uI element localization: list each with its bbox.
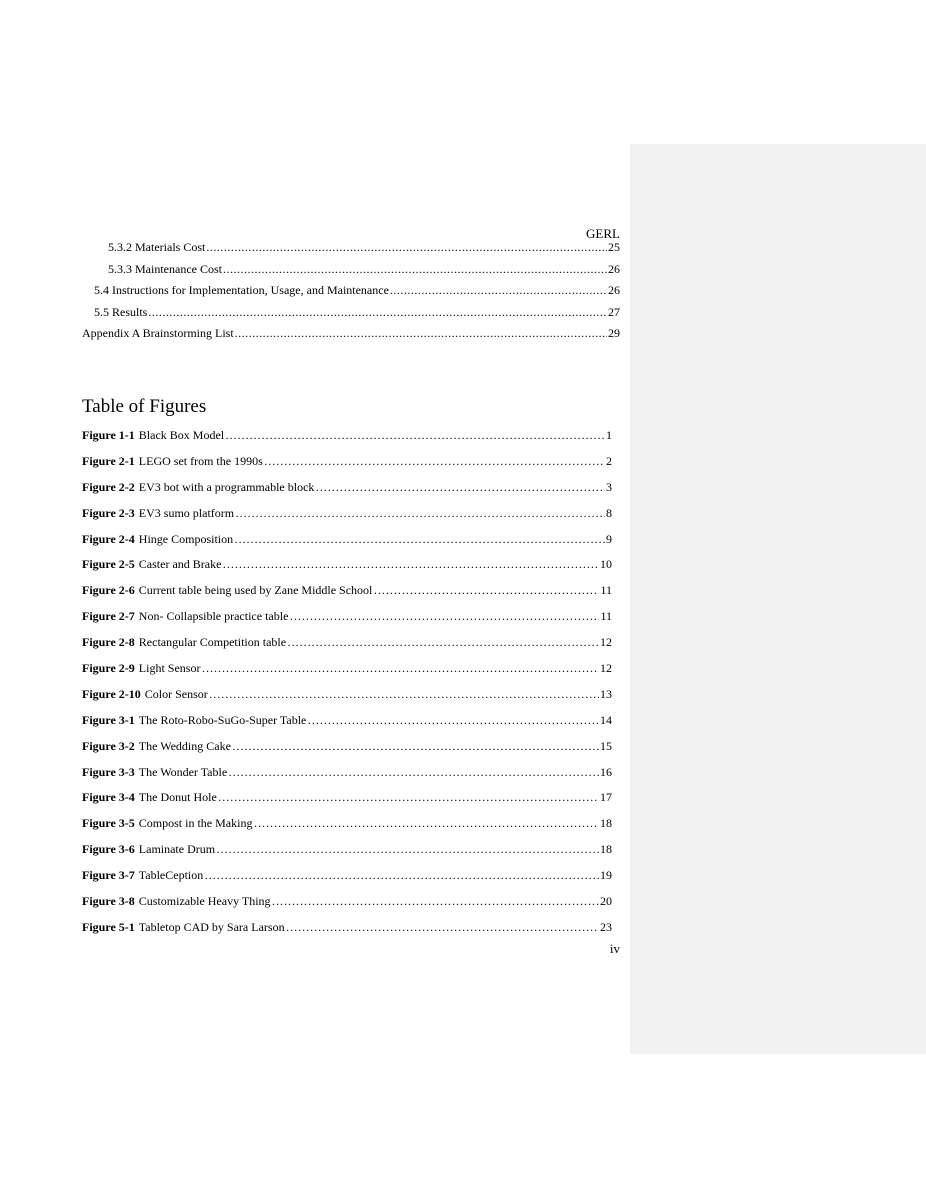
figure-entry-page: 9: [606, 531, 612, 546]
dot-leader: [206, 240, 607, 255]
figure-entry[interactable]: [82, 532, 612, 558]
figure-entry-title: TableCeption: [138, 868, 204, 883]
toc-entry-title: Appendix A Brainstorming List: [82, 326, 234, 340]
figure-entry-page: 8: [606, 505, 612, 520]
dot-leader: [232, 739, 599, 754]
figure-entry-page: 17: [600, 790, 612, 805]
figure-entry-label: Figure 5-1: [82, 919, 135, 934]
toc-entry[interactable]: [82, 240, 620, 262]
dot-leader: [264, 454, 605, 469]
dot-leader: [307, 713, 599, 728]
figure-entry-label: Figure 3-8: [82, 894, 135, 909]
figure-entry-page: 12: [600, 661, 612, 676]
figure-entry-title: Color Sensor: [144, 686, 208, 701]
toc-entry-title: 5.3.3 Maintenance Cost: [108, 261, 222, 276]
figure-entry-label: Figure 3-6: [82, 842, 135, 857]
dot-leader: [289, 609, 599, 624]
figure-entry-title: Laminate Drum: [138, 842, 216, 857]
dot-leader: [209, 687, 599, 702]
figure-entry[interactable]: [82, 480, 612, 506]
figure-entry-page: 16: [600, 764, 612, 779]
toc-entry-page: 26: [608, 261, 620, 276]
figure-entry-title: Black Box Model: [138, 428, 225, 442]
figure-entry-page: 23: [600, 919, 612, 934]
toc-entry-page: 27: [608, 304, 620, 319]
running-header: GERL: [586, 226, 620, 241]
table-of-figures-list: [82, 428, 612, 946]
figure-entry[interactable]: [82, 635, 612, 661]
figure-entry-page: 11: [600, 609, 612, 624]
figure-entry-page: 1: [606, 428, 612, 442]
figure-entry-label: Figure 2-5: [82, 557, 135, 572]
toc-entry-page: 25: [608, 240, 620, 254]
figure-entry-label: Figure 2-4: [82, 531, 135, 546]
figure-entry[interactable]: [82, 894, 612, 920]
dot-leader: [315, 480, 605, 495]
dot-leader: [204, 868, 599, 883]
toc-entry-title: 5.5 Results: [94, 304, 148, 319]
table-of-figures-heading: Table of Figures: [82, 396, 207, 417]
dot-leader: [148, 305, 607, 320]
dot-leader: [235, 506, 605, 521]
figure-entry-label: Figure 2-8: [82, 635, 135, 650]
figure-entry[interactable]: [82, 713, 612, 739]
figure-entry[interactable]: [82, 583, 612, 609]
figure-entry[interactable]: [82, 842, 612, 868]
figure-entry[interactable]: [82, 661, 612, 687]
dot-leader: [201, 661, 599, 676]
figure-entry[interactable]: [82, 739, 612, 765]
figure-entry-page: 18: [600, 816, 612, 831]
dot-leader: [235, 326, 607, 341]
figure-entry-title: The Wonder Table: [138, 764, 228, 779]
figure-entry-title: The Donut Hole: [138, 790, 217, 805]
figure-entry-label: Figure 1-1: [82, 428, 135, 442]
figure-entry-title: Light Sensor: [138, 661, 201, 676]
figure-entry-title: Rectangular Competition table: [138, 635, 287, 650]
figure-entry-page: 3: [606, 479, 612, 494]
figure-entry[interactable]: [82, 920, 612, 946]
figure-entry-title: Caster and Brake: [138, 557, 222, 572]
figure-entry-title: The Roto-Robo-SuGo-Super Table: [138, 712, 307, 727]
figure-entry-title: LEGO set from the 1990s: [138, 453, 263, 468]
figure-entry-page: 11: [600, 583, 612, 598]
toc-entry[interactable]: [82, 262, 620, 284]
figure-entry-page: 13: [600, 686, 612, 701]
figure-entry[interactable]: [82, 454, 612, 480]
dot-leader: [286, 920, 599, 935]
figure-entry-label: Figure 3-7: [82, 868, 135, 883]
figure-entry-label: Figure 2-1: [82, 453, 135, 468]
toc-entry-title: 5.4 Instructions for Implementation, Usage, and Maintenance: [94, 283, 389, 297]
figure-entry-page: 2: [606, 453, 612, 468]
figure-entry[interactable]: [82, 765, 612, 791]
figure-entry-label: Figure 3-1: [82, 712, 135, 727]
figure-entry-label: Figure 3-3: [82, 764, 135, 779]
figure-entry-page: 10: [600, 557, 612, 572]
figure-entry-title: EV3 sumo platform: [138, 505, 235, 520]
figure-entry-title: Customizable Heavy Thing: [138, 894, 271, 909]
figure-entry-label: Figure 2-3: [82, 505, 135, 520]
toc-entry[interactable]: [82, 305, 620, 327]
figure-entry-title: Compost in the Making: [138, 816, 253, 831]
figure-entry-page: 12: [600, 635, 612, 650]
dot-leader: [272, 894, 599, 909]
figure-entry-label: Figure 2-7: [82, 609, 135, 624]
dot-leader: [373, 583, 599, 598]
figure-entry[interactable]: [82, 816, 612, 842]
dot-leader: [216, 842, 599, 857]
dot-leader: [218, 790, 599, 805]
figure-entry-label: Figure 3-4: [82, 790, 135, 805]
dot-leader: [223, 262, 607, 277]
figure-entry-title: EV3 bot with a programmable block: [138, 479, 315, 494]
toc-entry[interactable]: [82, 326, 620, 348]
dot-leader: [253, 816, 599, 831]
toc-entry[interactable]: [82, 283, 620, 305]
figure-entry-title: The Wedding Cake: [138, 738, 231, 753]
figure-entry-title: Tabletop CAD by Sara Larson: [138, 919, 285, 934]
page-number: iv: [609, 941, 620, 956]
dot-leader: [225, 428, 605, 443]
comment-margin-pane: [630, 144, 926, 1054]
figure-entry-page: 18: [600, 842, 612, 857]
figure-entry-title: Hinge Composition: [138, 531, 234, 546]
dot-leader: [390, 283, 607, 298]
figure-entry-title: Current table being used by Zane Middle School: [138, 583, 373, 598]
figure-entry-label: Figure 3-5: [82, 816, 135, 831]
figure-entry-title: Non- Collapsible practice table: [138, 609, 289, 624]
figure-entry[interactable]: [82, 506, 612, 532]
toc-entry-page: 26: [608, 283, 620, 297]
figure-entry-label: Figure 2-10: [82, 686, 141, 701]
dot-leader: [234, 532, 605, 547]
figure-entry[interactable]: [82, 790, 612, 816]
figure-entry[interactable]: [82, 428, 612, 454]
figure-entry-label: Figure 2-6: [82, 583, 135, 598]
dot-leader: [228, 765, 599, 780]
toc-entry-page: 29: [608, 326, 620, 340]
figure-entry-label: Figure 2-9: [82, 661, 135, 676]
dot-leader: [222, 557, 599, 572]
figure-entry-page: 14: [600, 712, 612, 727]
figure-entry-page: 19: [600, 868, 612, 883]
figure-entry-label: Figure 2-2: [82, 479, 135, 494]
figure-entry-page: 20: [600, 894, 612, 909]
figure-entry[interactable]: [82, 609, 612, 635]
table-of-contents: [82, 240, 620, 348]
figure-entry[interactable]: [82, 687, 612, 713]
dot-leader: [287, 635, 599, 650]
figure-entry-label: Figure 3-2: [82, 738, 135, 753]
figure-entry[interactable]: [82, 868, 612, 894]
toc-entry-title: 5.3.2 Materials Cost: [108, 240, 206, 254]
figure-entry[interactable]: [82, 557, 612, 583]
figure-entry-page: 15: [600, 738, 612, 753]
